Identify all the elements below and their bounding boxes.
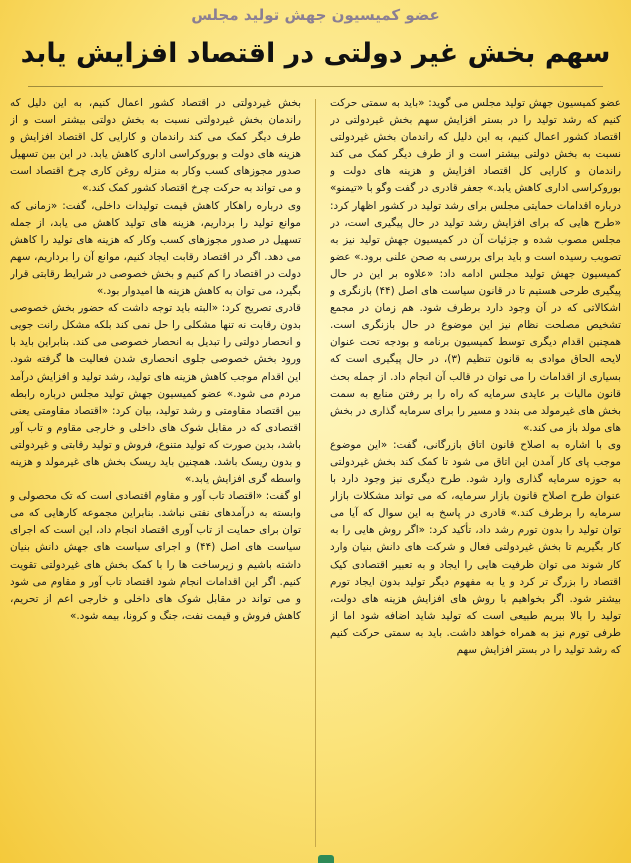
article-paragraph: عضو کمیسیون جهش تولید مجلس می گوید: «باید به سمتی حرکت کنیم که رشد تولید را در بستر افزایش سهم بخش غیردولتی در اقتصاد کشور اعمال کنیم، به این دلیل که راندمان بخش غیردولتی نسبت به بخش دولتی بیشتر است و از طرف دیگر کمک می کند راندمان و کارایی کل اقتصاد افزایش و هزینه های دولت و بوروکراسی اداری کاهش یابد.» جعفر قادری در گفت وگو با «تیمنو» درباره اقدامات حمایتی مجلس برای رشد تولید در کشور اظهار کرد: «طرح هایی که برای افزایش رشد تولید در حال پیگیری است، در مجلس مصوب شده و جزئیات آن در کمیسیون جهش تولید نیز به تصویب رسیده است و باید برای بررسی به صحن علنی برود.» عضو کمیسیون جهش تولید مجلس ادامه داد: «علاوه بر این در حال پیگیری طرحی هستیم تا در قانون سیاست های اصل (۴۴) بازنگری و اشکالاتی که در آن وجود دارد برطرف شود. هم زمان در مجمع تشخیص مصلحت نظام نیز این موضوع در حال بازنگری است. همچنین اقدام دیگری توسط کمیسیون برنامه و بودجه تحت عنوان لایحه الحاق موادی به قانون تنظیم (۳)، در حال پیگیری است که بسیاری از اقدامات را می توان در قالب آن انجام داد. از جمله بحث قانون مالیات بر عایدی سرمایه که راه را بر رفتن منابع به سمت بخش های غیرمولد می بندد و مسیر را برای سرمایه گذاری در بخش های مولد باز می کند.» — [330, 97, 621, 434]
article-headline: سهم بخش غیر دولتی در اقتصاد افزایش یابد — [20, 38, 611, 69]
column-divider — [315, 99, 316, 847]
article-paragraph: وی با اشاره به اصلاح قانون اتاق بازرگانی، گفت: «این موضوع موجب پای کار آمدن این اتاق می شود تا کمک کند بخش غیردولتی به حوزه سرمایه گذاری وارد شود. طرح دیگری نیز وجود دارد با عنوان طرح اصلاح قانون بازار سرمایه، که می تواند مشکلات بازار سرمایه را برطرف کند.» قادری در پاسخ به این سوال که آیا می توان تولید را بدون تورم رشد داد، تأکید کرد: «اگر روش هایی را به کار بگیریم تا بخش غیردولتی فعال و شرکت های دانش بنیان وارد کار شوند می توان ظرفیت هایی را ایجاد و به تعبیر اقتصادی کیک اقتصاد را بزرگ تر کرد و یا به مفهوم دیگر تولید بدون ایجاد تورم بیشتر شود. اگر بخواهیم با روش های افزایش هزینه های دولت، تولید را بالا ببریم طبیعی است که تولید شاید اضافه شود اما از طرفی تورم نیز به همراه خواهد داشت. باید به سمتی حرکت کنیم که رشد تولید را در بستر افزایش سهم — [330, 438, 621, 656]
article-body — [10, 95, 621, 851]
page-corner-mark — [318, 855, 334, 863]
article-paragraph: بخش غیردولتی در اقتصاد کشور اعمال کنیم، به این دلیل که راندمان بخش غیردولتی نسبت به بخش دولتی بیشتر است و از طرف دیگر کمک می کند راندمان و کارایی کل اقتصاد افزایش و هزینه های دولت و بوروکراسی اداری کاهش یابد. در این بین تسهیل صدور مجوزهای کسب وکار به منزله روغن کاری چرخ اقتصاد است و می تواند به حرکت چرخ اقتصاد کشور کمک کند.» — [10, 97, 301, 195]
article-column-right — [330, 95, 621, 851]
article-paragraph: وی درباره راهکار کاهش قیمت تولیدات داخلی، گفت: «زمانی که موانع تولید را برداریم، هزینه های تولید کاهش می یابد، از جمله تسهیل در صدور مجوزهای کسب وکار که هزینه های تولید را کاهش می دهد. اگر در اقتصاد رقابت ایجاد کنیم، موانع آن را برداریم، سهم دولت در اقتصاد را کم کنیم و بخش خصوصی در شرایط رقابتی قرار بگیرد، می توان به کاهش هزینه ها امیدوار بود.» — [10, 199, 301, 298]
headline-rule — [28, 86, 603, 87]
article-column-left — [10, 95, 301, 851]
article-paragraph: او گفت: «اقتصاد تاب آور و مقاوم اقتصادی است که تک محصولی و وابسته به درآمدهای نفتی نباشد. بنابراین مجموعه کارهایی که می توان برای حمایت از تاب آوری اقتصاد انجام داد، این است که اجرای سیاست های اصل (۴۴) و اجرای سیاست های جهش دانش بنیان داشته باشیم و زیرساخت ها را با کمک بخش های غیردولتی تقویت کنیم. اگر این اقدامات انجام شود اقتصاد تاب آور و مقاوم می شود و می تواند در مقابل شوک های داخلی و خارجی اعم از تحریم، کاهش فروش و قیمت نفت، جنگ و کرونا، بیمه شود.» — [10, 490, 301, 622]
article-kicker: عضو کمیسیون جهش تولید مجلس — [191, 6, 440, 24]
article-paragraph: قادری تصریح کرد: «البته باید توجه داشت که حضور بخش خصوصی بدون رقابت نه تنها مشکلی را حل نمی کند بلکه مشکل رانت جویی و انحصار دولتی را تبدیل به انحصار خصوصی می کند. بنابراین باید با ورود بخش خصوصی جلوی انحصاری شدن فعالیت ها گرفته شود. این اقدام موجب کاهش هزینه های تولید، رشد تولید و افزایش درآمد مردم می شود.» عضو کمیسیون جهش تولید مجلس درباره رابطه بین اقتصاد مقاومتی و رشد تولید، بیان کرد: «اقتصاد مقاومتی یعنی اقتصادی که در مقابل شوک های داخلی و خارجی مقاوم و تاب آور باشد، بدین صورت که تولید متنوع، فروش و تولید رقابتی و غیردولتی و بدون ریسک باشد. همچنین باید ریسک بخش های غیرمولد و هزینه واسطه گری افزایش یابد.» — [10, 302, 301, 486]
